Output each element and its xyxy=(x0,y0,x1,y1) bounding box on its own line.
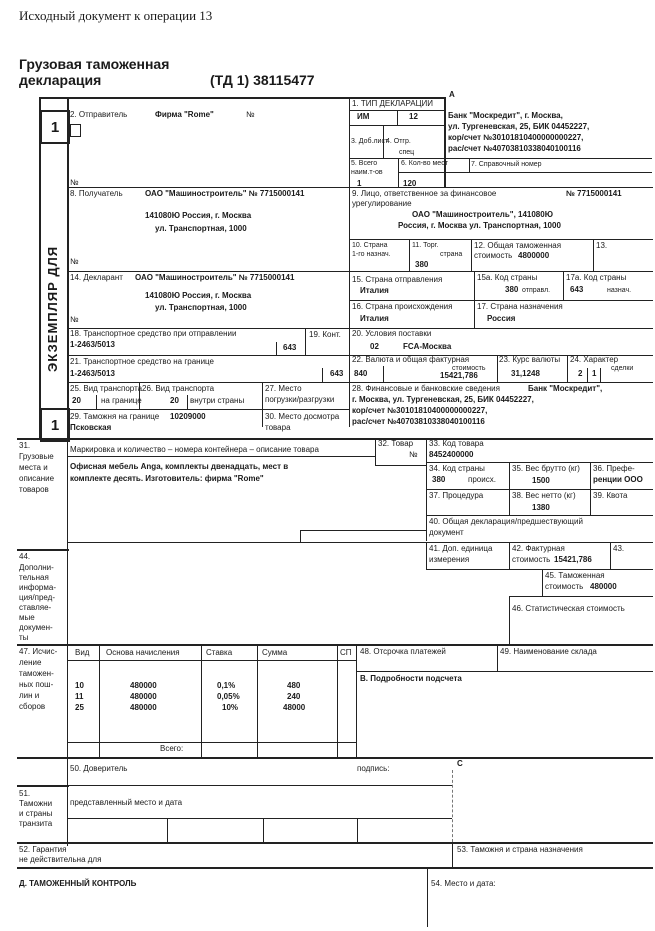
box47-total-line xyxy=(67,742,357,743)
frame-left-line xyxy=(39,97,41,440)
box48-right xyxy=(497,644,498,671)
box18-label: 18. Транспортное средство при отправлении xyxy=(70,329,237,338)
box22-label2: стоимость xyxy=(452,365,486,372)
box32-left xyxy=(375,438,376,466)
box47-line-3: лин и xyxy=(19,691,40,700)
box15a-label2: отправл. xyxy=(522,287,551,294)
copy-number-top xyxy=(40,110,70,144)
box28-bank4: рас/счет №40703810338040100116 xyxy=(352,417,485,426)
box42-label2: стоимость xyxy=(512,555,551,564)
box25-label2: на границе xyxy=(101,396,142,405)
box25-right xyxy=(139,382,140,409)
box1-value-b: 12 xyxy=(409,112,418,121)
box32-label: 32. Товар xyxy=(378,439,414,448)
box35-label: 35. Вес брутто (кг) xyxy=(512,464,580,473)
box2-no-bottom: № xyxy=(70,178,79,187)
box15a-right xyxy=(563,271,564,300)
row-382-line xyxy=(67,382,653,383)
box51-label: 51. xyxy=(19,789,31,798)
box23-value: 31,1248 xyxy=(511,369,540,378)
copy-number-bottom-text: 1 xyxy=(50,416,60,434)
box51-label4: транзита xyxy=(19,819,53,828)
box21-label: 21. Транспортное средство на границе xyxy=(70,357,214,366)
table-row-0-base: 480000 xyxy=(130,681,157,690)
row-867-line xyxy=(17,867,653,869)
box15-value: Италия xyxy=(360,286,389,295)
box36-label2: ренции ООО xyxy=(593,475,643,484)
box47-line-4: сборов xyxy=(19,702,46,711)
box14-addr1: 141080Ю Россия, г. Москва xyxy=(145,291,252,300)
box7-label: 7. Справочный номер xyxy=(471,161,542,168)
box31-label2: Грузовые xyxy=(19,452,54,461)
box41-label2: измерения xyxy=(429,555,470,564)
box31-heading-underline xyxy=(67,456,375,457)
box28-label: 28. Финансовые и банковские сведения xyxy=(352,384,500,393)
box21-code-divider xyxy=(322,368,323,382)
box40-label: 40. Общая декларация/предшествующий xyxy=(429,517,583,526)
box45-left xyxy=(542,569,543,596)
box34-label2: происх. xyxy=(468,475,496,484)
row-785-line xyxy=(67,785,452,786)
row-489-line xyxy=(426,489,653,490)
box47-col-sum: Сумма xyxy=(262,648,288,657)
box44-top-line xyxy=(17,549,69,551)
box26-divider xyxy=(187,395,188,409)
box6-value: 120 xyxy=(403,179,417,188)
box33-value: 8452400000 xyxy=(429,450,474,459)
copy-vertical-label: ЭКЗЕМПЛЯР ДЛЯ xyxy=(45,245,60,372)
box24-label2: сделки xyxy=(611,365,634,372)
doc-caption: Исходный документ к операции 13 xyxy=(19,8,213,23)
box9-label: 9. Лицо, ответственное за финансовое xyxy=(352,189,497,198)
box26-value: 20 xyxy=(170,396,179,405)
box28-bank1: Банк "Москредит", xyxy=(528,384,603,393)
boxD-label: Д. ТАМОЖЕННЫЙ КОНТРОЛЬ xyxy=(19,879,137,888)
box33-label: 33. Код товара xyxy=(429,439,484,448)
table-row-0-kind: 10 xyxy=(75,681,84,690)
box25-divider xyxy=(96,395,97,409)
box47-line-0: ление xyxy=(19,658,42,667)
box51-text: представленный место и дата xyxy=(70,798,183,807)
table-row-1-rate: 0,05% xyxy=(217,692,240,701)
bank-top-line4: рас/счет №40703810338040100116 xyxy=(448,144,581,153)
box44-line-7: ты xyxy=(19,633,29,642)
box51-label2: Таможни xyxy=(19,799,53,808)
box47-col-sp: СП xyxy=(340,648,352,657)
box47-col-base: Основа начисления xyxy=(106,648,180,657)
box51-divider-2 xyxy=(263,818,264,842)
bank-top-line1: Банк "Москредит", г. Москва, xyxy=(448,111,563,120)
box27-label2: погрузки/разгрузки xyxy=(265,395,335,404)
row-271-line xyxy=(67,271,653,272)
box29-code: 10209000 xyxy=(170,412,206,421)
box31-desc1: Офисная мебель Anga, комплекты двенадцать, мест в xyxy=(70,462,289,471)
bank-top-line2: ул. Тургеневская, 25, БИК 04452227, xyxy=(448,122,590,131)
box11-label: 11. Торг. xyxy=(412,242,439,249)
box10-right xyxy=(409,239,410,271)
box20-code: 02 xyxy=(370,342,379,351)
box5-value: 1 xyxy=(357,179,362,188)
box12-right xyxy=(593,239,594,271)
table-row-1-kind: 11 xyxy=(75,692,84,701)
box26-label2: внутри страны xyxy=(190,396,245,405)
box47-total-label: Всего: xyxy=(160,744,184,753)
box6-right xyxy=(469,158,470,172)
box13-label: 13. xyxy=(596,241,608,250)
box47-line-2: ных пош- xyxy=(19,680,54,689)
box11-right xyxy=(471,239,472,271)
box11-value: 380 xyxy=(415,260,429,269)
box42-label: 42. Фактурная xyxy=(512,544,565,553)
box20-label: 20. Условия поставки xyxy=(352,329,432,338)
box29-value: Псковская xyxy=(70,423,112,432)
letter-a: А xyxy=(449,90,455,99)
box20-value: FCA-Москва xyxy=(403,342,452,351)
box9-inn: № 7715000141 xyxy=(566,189,622,198)
box21-value: 1-2463/5013 xyxy=(70,369,115,378)
box17-label: 17. Страна назначения xyxy=(477,302,563,311)
box31-heading: Маркировка и количество – номера контейнера – описание товара xyxy=(70,445,319,454)
table-row-0-rate: 0,1% xyxy=(217,681,236,690)
box44-line-0: Дополни- xyxy=(19,563,54,572)
box10-label: 10. Страна xyxy=(352,242,388,249)
box8-addr1: 141080Ю Россия, г. Москва xyxy=(145,211,252,220)
box1-bottom xyxy=(349,125,445,126)
box50-label: 50. Доверитель xyxy=(70,764,128,773)
row-239-line xyxy=(349,239,653,240)
row-569-line xyxy=(426,569,653,570)
form-title-line2: декларация xyxy=(19,72,102,88)
row-187-line xyxy=(67,187,653,188)
row-671-line xyxy=(356,671,653,672)
box47-col-divider-3 xyxy=(257,644,258,757)
box47-label: 47. Исчис- xyxy=(19,647,58,656)
box37-label: 37. Процедура xyxy=(429,491,484,500)
box17-value: Россия xyxy=(487,314,516,323)
box51-label3: и страны xyxy=(19,809,53,818)
boxB-label: В. Подробности подсчета xyxy=(360,674,462,683)
box44-line-5: мые xyxy=(19,613,35,622)
row-757-line xyxy=(17,757,653,759)
col-349-main xyxy=(349,187,350,427)
box12-label: 12. Общая таможенная xyxy=(474,241,562,250)
box32-bottom xyxy=(375,465,426,466)
form-title-line1: Грузовая таможенная xyxy=(19,56,170,72)
row-300-line xyxy=(349,300,653,301)
box52-right xyxy=(452,842,453,867)
box2-company: Фирма "Rome" xyxy=(155,110,214,119)
box10-label2: 1-го назнач. xyxy=(352,251,391,258)
box8-company: ОАО "Машиностроитель" № 7715000141 xyxy=(145,189,305,198)
box47-col-divider-5 xyxy=(356,644,357,757)
box24-label: 24. Характер xyxy=(570,355,619,364)
box44-line-4: ставляе- xyxy=(19,603,52,612)
table-row-2-base: 480000 xyxy=(130,703,157,712)
box6-label: 6. Кол-во мест xyxy=(401,160,448,167)
box52-label2: не действительна для xyxy=(19,855,102,864)
box9-label2: урегулирование xyxy=(352,199,412,208)
box12-label2: стоимость xyxy=(474,251,513,260)
box26-label: 26. Вид транспорта xyxy=(142,384,215,393)
row-818-line xyxy=(67,818,452,819)
box34-label: 34. Код страны xyxy=(429,464,485,473)
box45-value: 480000 xyxy=(590,582,617,591)
box28-bank3: кор/счет №30101810400000000227, xyxy=(352,406,488,415)
box11-label2: страна xyxy=(440,251,463,258)
box15a-value: 380 xyxy=(505,285,519,294)
copy-number-bottom xyxy=(40,408,70,442)
row-158-line xyxy=(349,158,652,159)
box23-label: 23. Курс валюты xyxy=(499,355,561,364)
box18-code: 643 xyxy=(283,343,297,352)
box1-divider xyxy=(397,110,398,125)
box14-label: 14. Декларант xyxy=(70,273,123,282)
box9-addr: Россия, г. Москва ул. Транспортная, 1000 xyxy=(398,221,561,230)
box9-name: ОАО "Машиностроитель", 141080Ю xyxy=(412,210,553,219)
box47-col-kind: Вид xyxy=(75,648,90,657)
box16-label: 16. Страна происхождения xyxy=(352,302,453,311)
table-row-2-sum: 48000 xyxy=(283,703,306,712)
box43-label: 43. xyxy=(613,544,625,553)
box22-label: 22. Валюта и общая фактурная xyxy=(352,355,470,364)
box53-label: 53. Таможня и страна назначения xyxy=(457,845,583,854)
box14-no: № xyxy=(70,315,79,324)
row-644-line xyxy=(17,644,653,646)
box47-col-divider-4 xyxy=(337,644,338,757)
table-row-1-sum: 240 xyxy=(287,692,301,701)
box44-line-2: информа- xyxy=(19,583,56,592)
box3-label: 3. Доб.лист xyxy=(351,138,389,145)
box22-value: 15421,786 xyxy=(440,371,478,380)
box41-label: 41. Доп. единица xyxy=(429,544,493,553)
box4-label: 4. Отгр. xyxy=(386,138,411,145)
row-596-line xyxy=(509,596,653,597)
row-172-line xyxy=(398,172,652,173)
box47-header-line xyxy=(67,660,357,661)
box19-label: 19. Конт. xyxy=(309,330,341,339)
table-row-1-base: 480000 xyxy=(130,692,157,701)
box40-label2: документ xyxy=(429,528,464,537)
box16-value: Италия xyxy=(360,314,389,323)
box49-label: 49. Наименование склада xyxy=(500,647,597,656)
bank-top-line3: кор/счет №30101810400000000227, xyxy=(448,133,584,142)
box44-line-6: докумен- xyxy=(19,623,53,632)
row-462-line xyxy=(426,462,653,463)
box12-value: 4800000 xyxy=(518,251,550,260)
box18-value: 1-2463/5013 xyxy=(70,340,115,349)
box24-divider-a xyxy=(587,368,588,382)
box31-label3: места и xyxy=(19,463,48,472)
box31-label4: описание xyxy=(19,474,55,483)
box38-value: 1380 xyxy=(532,503,550,512)
box24-divider-b xyxy=(600,368,601,382)
box25-value: 20 xyxy=(72,396,81,405)
box47-col-divider-1 xyxy=(99,644,100,757)
box45-label2: стоимость xyxy=(545,582,584,591)
box21-code: 643 xyxy=(330,369,344,378)
box51-top-line xyxy=(17,785,69,787)
box24-value-a: 2 xyxy=(578,369,583,378)
box34-value: 380 xyxy=(432,475,446,484)
copy-column-line xyxy=(67,97,69,440)
box17a-value: 643 xyxy=(570,285,584,294)
box22-right xyxy=(497,355,498,382)
box26-right xyxy=(262,382,263,427)
box15a-label: 15а. Код страны xyxy=(477,273,538,282)
table-row-2-rate: 10% xyxy=(222,703,239,712)
box47-line-1: таможен- xyxy=(19,669,54,678)
box41-right xyxy=(509,542,510,569)
box46-left xyxy=(509,596,510,644)
box31-label: 31. xyxy=(19,441,31,450)
box54-label: 54. Место и дата: xyxy=(431,879,496,888)
row-542-line xyxy=(67,542,653,543)
box15-label: 15. Страна отправления xyxy=(352,275,443,284)
box8-addr2: ул. Транспортная, 1000 xyxy=(155,224,247,233)
box47-col-rate: Ставка xyxy=(206,648,233,657)
box1-value-a: ИМ xyxy=(357,112,370,121)
box24-value-b: 1 xyxy=(592,369,597,378)
box36-label: 36. Префе- xyxy=(593,464,635,473)
box38-label: 38. Вес нетто (кг) xyxy=(512,491,576,500)
box40-left-tick xyxy=(300,530,301,542)
box48-label: 48. Отсрочка платежей xyxy=(360,647,446,656)
boxD-right xyxy=(427,867,428,927)
table-row-2-kind: 25 xyxy=(75,703,84,712)
box42-right xyxy=(610,542,611,569)
box17a-label: 17а. Код страны xyxy=(566,273,627,282)
box30-label2: товара xyxy=(265,423,291,432)
dashed-separator xyxy=(452,770,453,842)
box51-divider-1 xyxy=(167,818,168,842)
box29-label: 29. Таможня на границе xyxy=(70,412,160,421)
box1-label: 1. ТИП ДЕКЛАРАЦИИ xyxy=(352,99,434,108)
box52-label: 52. Гарантия xyxy=(19,845,67,854)
box27-label: 27. Место xyxy=(265,384,302,393)
box25-label: 25. Вид транспорта xyxy=(70,384,143,393)
box28-bank2: г. Москва, ул. Тургеневская, 25, БИК 04452227, xyxy=(352,395,534,404)
box5-label2: наим.т-ов xyxy=(351,169,383,176)
box35-value: 1500 xyxy=(532,476,550,485)
row-842-line xyxy=(17,842,653,844)
box17a-label2: назнач. xyxy=(607,287,632,294)
box47-col-divider-2 xyxy=(201,644,202,757)
table-row-0-sum: 480 xyxy=(287,681,301,690)
box41-left xyxy=(426,542,427,569)
box45-label: 45. Таможенная xyxy=(545,571,605,580)
box2-number-label: № xyxy=(246,110,255,119)
box39-label: 39. Квота xyxy=(593,491,628,500)
box50-sign: подпись: xyxy=(357,764,390,773)
box44-label: 44. xyxy=(19,552,31,561)
box2-label: 2. Отправитель xyxy=(70,110,128,119)
col-349-line xyxy=(349,97,350,187)
box5-label: 5. Всего xyxy=(351,160,378,167)
box30-label: 30. Место досмотра xyxy=(265,412,340,421)
doc-number: (ТД 1) 38115477 xyxy=(210,72,315,88)
box14-addr2: ул. Транспортная, 1000 xyxy=(155,303,247,312)
box31-label5: товаров xyxy=(19,485,49,494)
box51-divider-3 xyxy=(357,818,358,842)
box22-currency: 840 xyxy=(354,369,368,378)
row-515-line xyxy=(426,515,653,516)
box18-right xyxy=(305,328,306,355)
box40-left-line xyxy=(300,530,426,531)
box8-label: 8. Получатель xyxy=(70,189,123,198)
box44-line-3: ция/пред- xyxy=(19,593,55,602)
box8-no: № xyxy=(70,257,79,266)
copy-number-top-text: 1 xyxy=(50,118,60,136)
box50-letter-c: С xyxy=(457,759,463,768)
box46-label: 46. Статистическая стоимость xyxy=(512,604,625,613)
box32-no: № xyxy=(409,450,418,459)
box44-line-1: тельная xyxy=(19,573,49,582)
row-438-line xyxy=(17,438,653,440)
box18-code-divider xyxy=(276,342,277,355)
row-409-line xyxy=(67,409,349,410)
box4-label2: спец xyxy=(399,149,415,156)
box14-company: ОАО "Машиностроитель" № 7715000141 xyxy=(135,273,295,282)
box42-value: 15421,786 xyxy=(554,555,592,564)
box22-divider xyxy=(383,366,384,382)
box23-right xyxy=(567,355,568,382)
box2-checkbox[interactable] xyxy=(70,124,81,137)
box31-desc2: комплекте десять. Изготовитель: фирма "Rome" xyxy=(70,474,264,483)
